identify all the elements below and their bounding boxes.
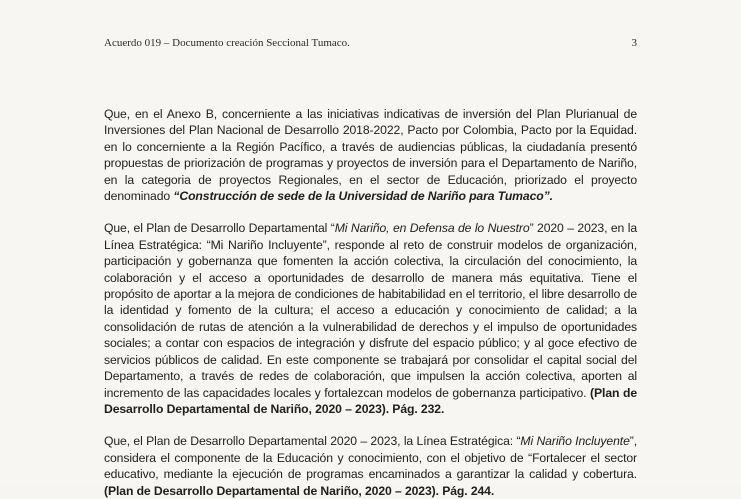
paragraph-text: Que, en el Anexo B, concerniente a las iniciativas indicativas de inversión del Plan Plurianual de Inversiones del Plan Nacional de Desarrollo 2018-2022, Pacto por Colombia, Pacto por la Equidad. en lo concerniente a la Región Pacífico, a través de audiencias públicas, la ciudadanía presentó propuestas de priorización de programas y proyectos de inversión para el Departamento de Nariño, en la categoria de proyectos Regionales, en el sector de Educación, priorizado el proyecto denominado [104, 107, 637, 204]
page-number: 3 [631, 37, 637, 49]
paragraph-educacion [104, 433, 637, 499]
citation: (Plan de Desarrollo Departamental de Nariño, 2020 – 2023). Pág. 244. [104, 483, 495, 498]
paragraph-text: ”, considera el componente de la Educación y conocimiento, con el objetivo de “Fortalecer el sector educativo, mediante la ejecución de programas encaminados a garantizar la calidad y cobertura. [104, 434, 637, 482]
paragraph-text: Que, el Plan de Desarrollo Departamental 2020 – 2023, la Línea Estratégica: “ [104, 434, 521, 449]
project-name: “Construcción de sede de la Universidad de Nariño para Tumaco”. [173, 189, 553, 204]
page-header [104, 37, 637, 53]
strategic-line-name: Mi Nariño Incluyente [520, 434, 630, 449]
plan-name: Mi Nariño, en Defensa de lo Nuestro [334, 221, 530, 236]
document-body [104, 106, 637, 499]
paragraph-anexo-b [104, 106, 637, 204]
header-title: Acuerdo 019 – Documento creación Seccional Tumaco. [104, 37, 350, 49]
paragraph-mi-narino-incluyente [104, 220, 637, 417]
citation: (Plan de Desarrollo Departamental de Nariño, 2020 – 2023). Pág. 232. [104, 385, 637, 416]
paragraph-text: ” 2020 – 2023, en la Línea Estratégica: “Mi Nariño Incluyente”, responde al reto de construir modelos de organización, participación y gobernanza que fomenten la acción colectiva, la circulación del conocimiento, la colaboración y el acceso a oportunidades de desarrollo de manera más equitativa. Tiene el propósito de aportar a la mejora de condiciones de habitabilidad en el territorio, el libre desarrollo de la identidad y fomento de la cultura; el acceso a educación y conocimiento de calidad; a la consolidación de rutas de atención a la vulnerabilidad de derechos y el impulso de oportunidades sociales; a contar con espacios de integración y disfrute del espacio público; y al goce efectivo de servicios públicos de calidad. En este componente se trabajará por consolidar el capital social del Departamento, a través de redes de colaboración, que impulsen la acción colectiva, aporten al incremento de las capacidades locales y fortalezcan modelos de gobernanza participativo. [104, 221, 638, 400]
paragraph-text: Que, el Plan de Desarrollo Departamental “ [104, 221, 335, 236]
